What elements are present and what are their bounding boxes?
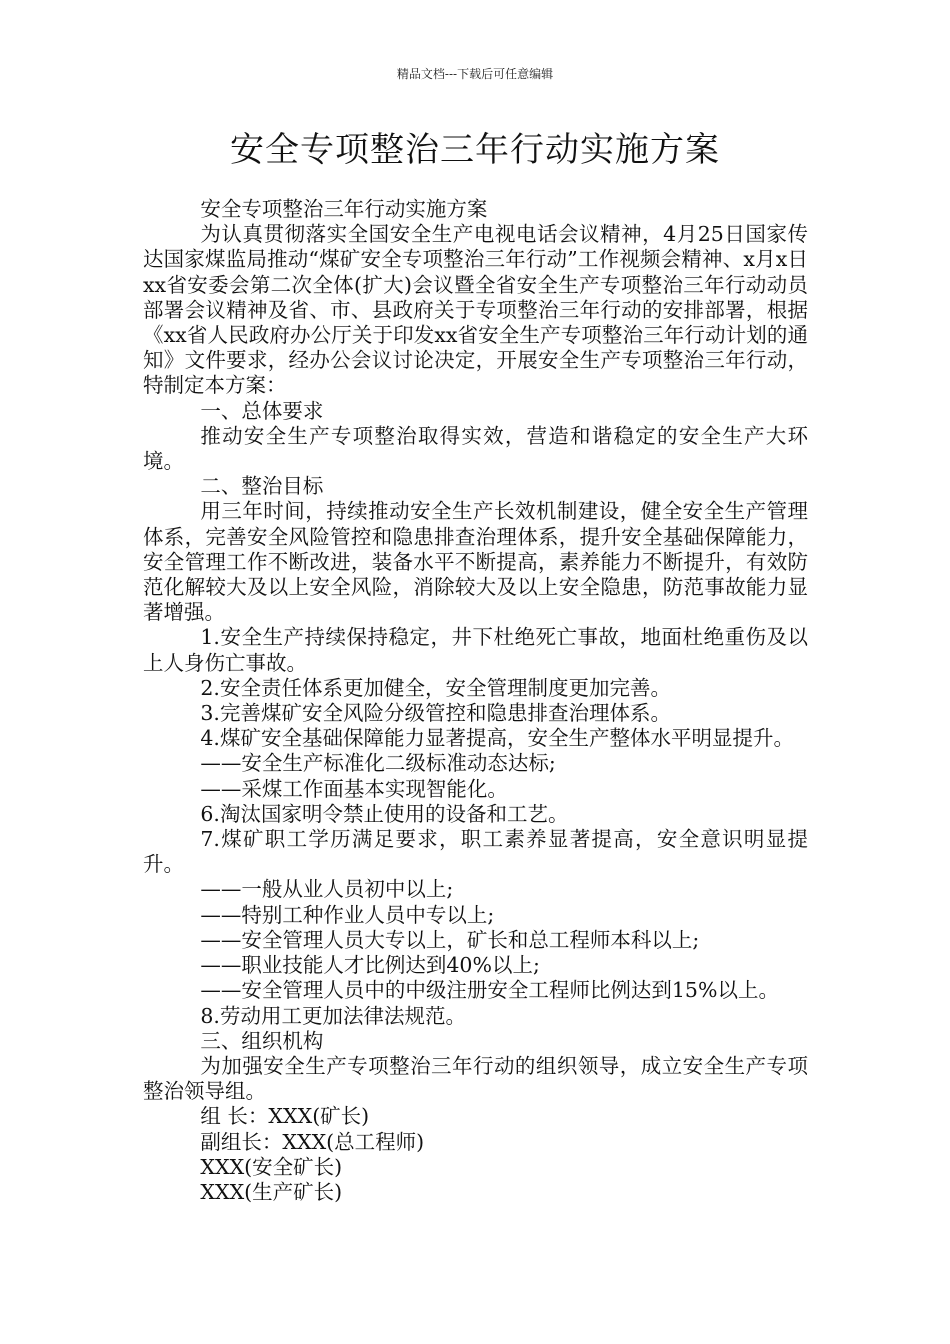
- document-body: [143, 197, 808, 1205]
- sub-list-item: ——职业技能人才比例达到40%以上;: [200, 953, 540, 978]
- paragraph: 为加强安全生产专项整治三年行动的组织领导，成立安全生产专项整治领导组。: [143, 1053, 808, 1104]
- org-member: XXX(生产矿长): [200, 1179, 343, 1204]
- list-item: 4.煤矿安全基础保障能力显著提高，安全生产整体水平明显提升。: [200, 726, 794, 751]
- list-item: 7.煤矿职工学历满足要求，职工素养显著提高，安全意识明显提升。: [143, 827, 808, 877]
- list-item: 8.劳动用工更加法律法规范。: [200, 1003, 466, 1028]
- header-note: 精品文档---下载后可任意编辑: [396, 67, 554, 81]
- sub-list-item: ——特别工种作业人员中专以上;: [200, 902, 495, 927]
- org-member: XXX(安全矿长): [200, 1154, 343, 1179]
- list-item: 2.安全责任体系更加健全，安全管理制度更加完善。: [200, 675, 671, 700]
- org-member: 组 长：XXX(矿长): [200, 1104, 370, 1129]
- document-title: 安全专项整治三年行动实施方案: [230, 130, 720, 170]
- list-item: 1.安全生产持续保持稳定，井下杜绝死亡事故，地面杜绝重伤及以上人身伤亡事故。: [143, 625, 808, 675]
- section-heading: 二、整治目标: [200, 474, 324, 499]
- list-item: 6.淘汰国家明令禁止使用的设备和工艺。: [200, 801, 569, 826]
- paragraph-subtitle: 安全专项整治三年行动实施方案: [200, 197, 488, 221]
- sub-list-item: ——安全管理人员中的中级注册安全工程师比例达到15%以上。: [200, 978, 779, 1003]
- list-item: 3.完善煤矿安全风险分级管控和隐患排查治理体系。: [200, 701, 671, 726]
- sub-list-item: ——采煤工作面基本实现智能化。: [200, 776, 508, 801]
- sub-list-item: ——一般从业人员初中以上;: [200, 877, 454, 902]
- paragraph-intro: 为认真贯彻落实全国安全生产电视电话会议精神，4月25日国家传达国家煤监局推动“煤矿安全专项整治三年行动”工作视频会精神、x月x日xx省安委会第二次全体(扩大)会议暨全省安全生产专项整治三年行动动员部署会议精神及省、市、县政府关于专项整治三年行动的安排部署，根据《xx省人民政府办公厅关于印发xx省安全生产专项整治三年行动计划的通知》文件要求，经办公会议讨论决定，开展安全生产专项整治三年行动，特制定本方案：: [143, 222, 808, 398]
- sub-list-item: ——安全管理人员大专以上，矿长和总工程师本科以上;: [200, 927, 700, 952]
- section-heading: 三、组织机构: [200, 1028, 324, 1053]
- org-member: 副组长：XXX(总工程师): [200, 1129, 425, 1154]
- section-heading: 一、总体要求: [200, 398, 324, 423]
- paragraph: 用三年时间，持续推动安全生产长效机制建设，健全安全生产管理体系，完善安全风险管控和隐患排查治理体系，提升安全基础保障能力，安全管理工作不断改进，装备水平不断提高，素养能力不断提升，有效防范化解较大及以上安全风险，消除较大及以上安全隐患，防范事故能力显著增强。: [143, 499, 808, 625]
- paragraph: 推动安全生产专项整治取得实效，营造和谐稳定的安全生产大环境。: [143, 423, 808, 474]
- sub-list-item: ——安全生产标准化二级标准动态达标;: [200, 751, 556, 776]
